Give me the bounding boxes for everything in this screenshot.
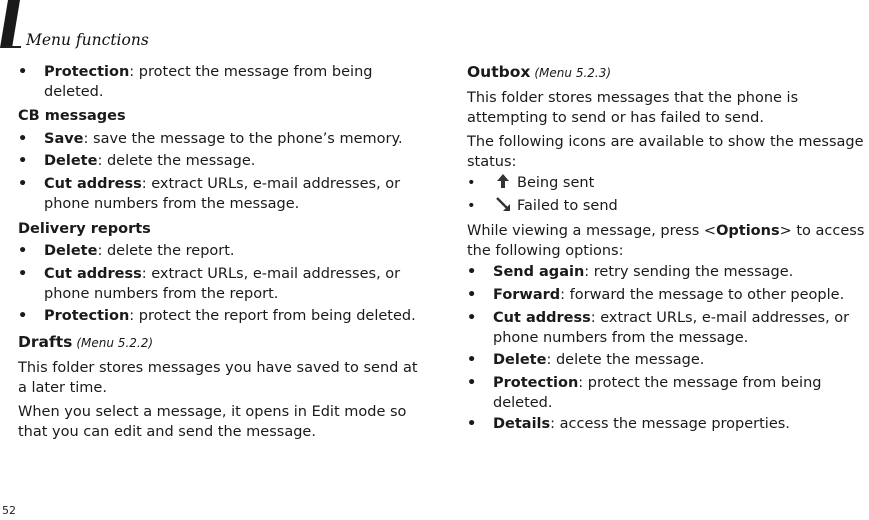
list-item: • Cut address: extract URLs, e-mail addresses, or phone numbers from the message. (18, 174, 430, 214)
options-key: Options (716, 223, 780, 239)
list-item: • Save: save the message to the phone’s memory. (18, 129, 430, 149)
paragraph: When you select a message, it opens in Edit mode so that you can edit and send the message. (18, 404, 407, 440)
header-tab-graphic (0, 0, 20, 48)
subheading-delivery-reports: Delivery reports (18, 221, 151, 237)
menu-ref: (Menu 5.2.3) (534, 66, 612, 80)
paragraph: The following icons are available to show the message status: (467, 134, 864, 170)
heading-outbox: Outbox (Menu 5.2.3) (467, 63, 612, 81)
heading-drafts: Drafts (Menu 5.2.2) (18, 333, 154, 351)
paragraph-options-intro: While viewing a message, press <Options> to access the following options: (467, 223, 865, 259)
list-item: • Protection: protect the report from being deleted. (18, 306, 430, 326)
list-item: • Send again: retry sending the message. (467, 262, 869, 282)
list-item: • Cut address: extract URLs, e-mail addresses, or phone numbers from the message. (467, 308, 869, 348)
list-item: • Protection: protect the message from being deleted. (467, 373, 869, 413)
subheading-cb-messages: CB messages (18, 108, 126, 124)
icon-list-item: • Being sent (467, 173, 869, 193)
list-item: • Delete: delete the message. (467, 350, 869, 370)
list-item: • Delete: delete the message. (18, 151, 430, 171)
list-item: • Forward: forward the message to other people. (467, 285, 869, 305)
page-number: 52 (2, 504, 16, 517)
failed-send-arrow-icon (495, 196, 511, 212)
header-rule (3, 46, 21, 48)
sending-arrow-icon (495, 173, 511, 189)
menu-ref: (Menu 5.2.2) (76, 336, 154, 350)
list-item: • Delete: delete the report. (18, 241, 430, 261)
section-title: Menu functions (26, 31, 149, 49)
list-item: • Cut address: extract URLs, e-mail addresses, or phone numbers from the report. (18, 264, 430, 304)
list-item: • Details: access the message properties. (467, 414, 869, 434)
list-item: • Protection: protect the message from being deleted. (18, 62, 430, 102)
icon-list-item: • Failed to send (467, 196, 869, 216)
paragraph: This folder stores messages you have saved to send at a later time. (18, 360, 418, 396)
paragraph: This folder stores messages that the phone is attempting to send or has failed to send. (467, 90, 799, 126)
